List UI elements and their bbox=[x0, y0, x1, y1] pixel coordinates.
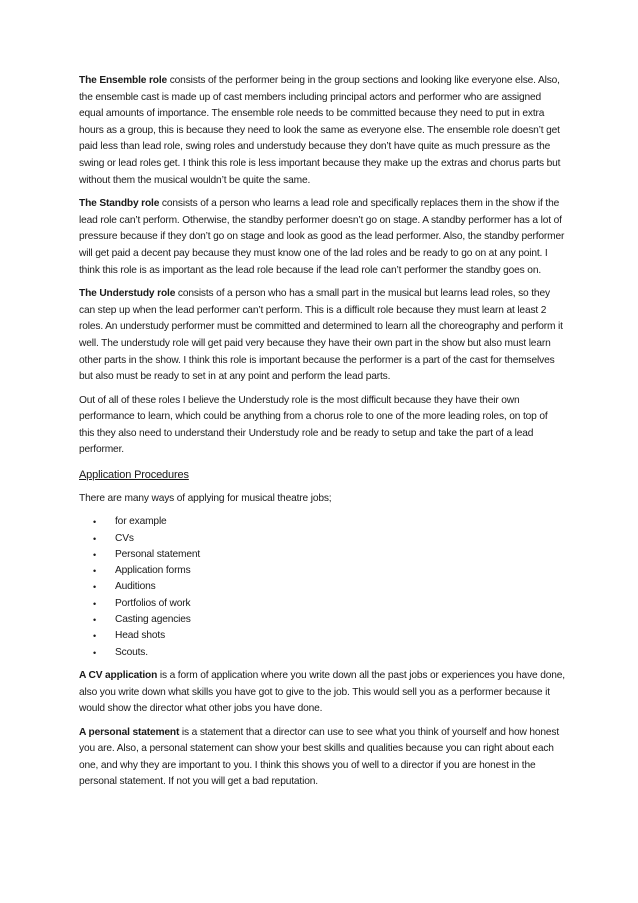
list-item bbox=[93, 531, 565, 547]
bullet-icon: • bbox=[93, 566, 97, 577]
application-procedures-heading: Application Procedures bbox=[79, 469, 189, 482]
ensemble-role-paragraph bbox=[79, 73, 565, 189]
cv-application-term: A CV application bbox=[79, 669, 158, 681]
application-intro: There are many ways of applying for musical theatre jobs; bbox=[79, 492, 332, 504]
personal-statement-term: A personal statement bbox=[79, 726, 180, 738]
list-item bbox=[93, 579, 565, 595]
personal-statement-paragraph bbox=[79, 725, 565, 791]
list-item bbox=[93, 514, 565, 530]
understudy-role-text: consists of a person who has a small part in the musical but learns lead roles, so they can step up when the lead performer can’t perform. This is a difficult role because they must learn at least 2 roles. An understudy performer must be committed and determined to learn all the choreography and perform it well. The understudy role will get paid very because they have their own part in the show but also must learn other parts in the show. I think this role is important because the performer is a part of the cast for themselves but also must be ready to set in at any point and perform the lead parts. bbox=[79, 288, 563, 383]
list-item-text: Portfolios of work bbox=[115, 597, 191, 609]
bullet-icon: • bbox=[93, 549, 97, 560]
list-item bbox=[93, 596, 565, 612]
bullet-icon: • bbox=[93, 647, 97, 658]
list-item bbox=[93, 645, 565, 661]
standby-role-term: The Standby role bbox=[79, 198, 160, 210]
application-methods-list bbox=[79, 514, 565, 661]
list-item-text: Scouts. bbox=[115, 646, 148, 658]
list-item-text: Application forms bbox=[115, 565, 191, 577]
list-item-text: CVs bbox=[115, 532, 134, 544]
conclusion-paragraph: Out of all of these roles I believe the Understudy role is the most difficult because they have their own performance to learn, which could be anything from a chorus role to one of the more leading roles, on top of this they also need to understand their Understudy role and be ready to setup and take the part of a lead performer. bbox=[79, 394, 548, 456]
list-item bbox=[93, 563, 565, 579]
bullet-icon: • bbox=[93, 598, 97, 609]
list-item-text: Head shots bbox=[115, 630, 166, 642]
list-item-text: Auditions bbox=[115, 581, 156, 593]
ensemble-role-term: The Ensemble role bbox=[79, 75, 168, 86]
standby-role-paragraph bbox=[79, 196, 565, 279]
understudy-role-paragraph bbox=[79, 286, 565, 386]
ensemble-role-text: consists of the performer being in the group sections and looking like everyone else. Also, the ensemble cast is made up of cast members including principal actors and performer who are assigned equal amounts of importance. The ensemble role needs to be committed because they need to put in extra hours as a group, this is because they need to look the same as everyone else. The ensemble role doesn’t get paid less than lead role, swing roles and understudy because they don’t have quite as much pressure as the swing or lead roles get. I think this role is less important because they make up the extras and chorus parts but without them the musical wouldn’t be quite the same. bbox=[79, 75, 561, 186]
list-item bbox=[93, 612, 565, 628]
understudy-role-term: The Understudy role bbox=[79, 288, 176, 300]
list-item-text: Personal statement bbox=[115, 548, 201, 560]
cv-application-text: is a form of application where you write down all the past jobs or experiences you have done, also you write down what skills you have got to give to the job. This would sell you as a performer because it would show the director what other jobs you have done. bbox=[79, 669, 565, 715]
cv-application-paragraph bbox=[79, 668, 565, 718]
standby-role-text: consists of a person who learns a lead role and specifically replaces them in the show if the lead role can’t perform. Otherwise, the standby performer doesn’t go on stage. A standby performer has a lot of pressure because if they don’t go on stage and look as good as the lead performer. Also, the standby performer will get paid a decent pay because they must know one of the lad roles and be ready to go on at any point. I think this role is as important as the lead role because if the lead role can’t performer the standby goes on. bbox=[79, 198, 565, 276]
bullet-icon: • bbox=[93, 533, 97, 544]
list-item bbox=[93, 547, 565, 563]
list-item-text: Casting agencies bbox=[115, 614, 191, 626]
document-body bbox=[79, 73, 565, 798]
bullet-icon: • bbox=[93, 582, 97, 593]
personal-statement-text: is a statement that a director can use to see what you think of yourself and how honest you are. Also, a personal statement can show your best skills and qualities because you can right about each one, and why they are important to you. I think this shows you of well to a director if you are honest in the personal statement. If not you will get a bad reputation. bbox=[79, 726, 560, 788]
list-item bbox=[93, 628, 565, 644]
bullet-icon: • bbox=[93, 631, 97, 642]
bullet-icon: • bbox=[93, 615, 97, 626]
list-item-text: for example bbox=[115, 516, 167, 528]
bullet-icon: • bbox=[93, 517, 97, 528]
